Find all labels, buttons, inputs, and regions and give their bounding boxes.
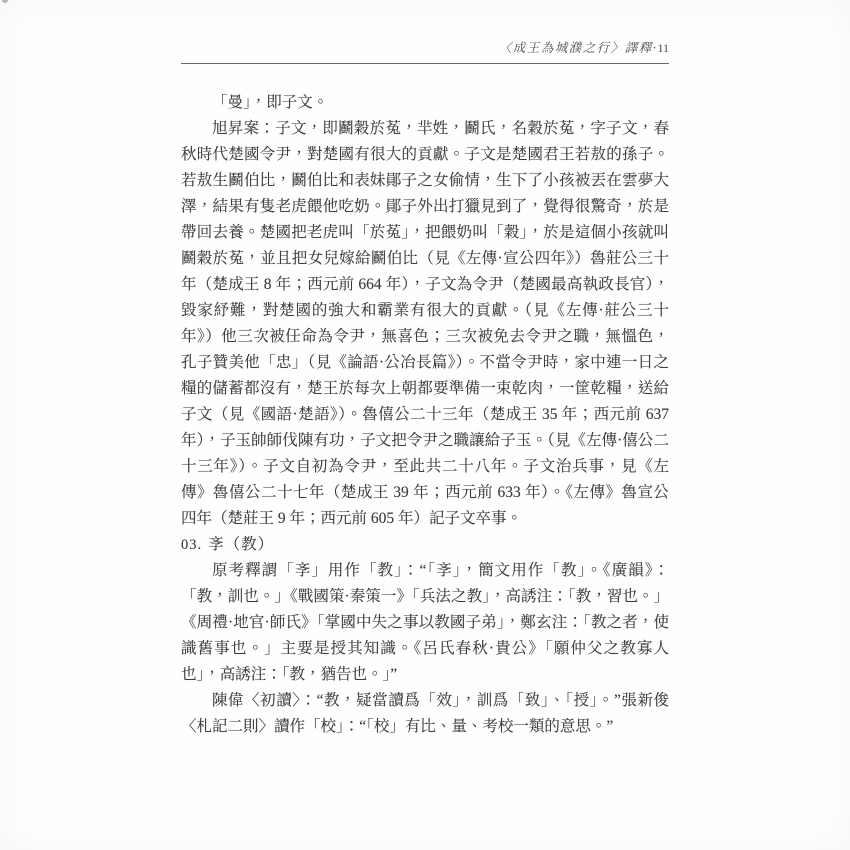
page-number: 11 <box>657 41 669 55</box>
original-commentary-paragraph: 原考釋謂「斈」用作「教」：“「斈」，簡文用作「教」。《廣韻》：「教，訓也。」《戰國策·秦策一》「兵法之教」，高誘注：「教，習也。」《周禮·地官·師氏》「掌國中失之事以教國子弟」，鄭玄注：「教之者，使識舊事也。」主要是授其知識。《呂氏春秋·貴公》「願仲父之教寡人也」，高誘注：「教，猶告也。」” <box>181 562 669 683</box>
xusheng-commentary-paragraph: 旭昇案：子文，即鬬穀於菟，羋姓，鬬氏，名穀於菟，字子文，春秋時代楚國令尹，對楚國有很大的貢獻。子文是楚國君王若敖的孫子。若敖生鬬伯比，鬬伯比和表妹鄖子之女偷情，生下了小孩被丟在雲夢大澤，結果有隻老虎餵他吃奶。鄖子外出打獵見到了，覺得很驚奇，於是帶回去養。楚國把老虎叫「於菟」，把餵奶叫「穀」，於是這個小孩就叫鬬穀於菟，並且把女兒嫁給鬬伯比（見《左傳·宣公四年》）魯莊公三十年（楚成王 8 年；西元前 664 年），子文為令尹（楚國最高執政長官），毀家紓難，對楚國的強大和霸業有很大的貢獻。（見《左傳·莊公三十年》）他三次被任命為令尹，無喜色；三次被免去令尹之職，無慍色，孔子贊美他「忠」（見《論語·公冶長篇》）。不當令尹時，家中連一日之糧的儲蓄都沒有，楚王於每次上朝都要準備一束乾肉，一筐乾糧，送給子文（見《國語·楚語》）。魯僖公二十三年（楚成王 35 年；西元前 637 年），子玉帥師伐陳有功，子文把令尹之職讓給子玉。（見《左傳·僖公二十三年》）。子文自初為令尹，至此共二十八年。子文治兵事，見《左傳》魯僖公二十七年（楚成王 39 年；西元前 633 年）。《左傳》魯宣公四年（楚莊王 9 年；西元前 605 年）記子文卒事。 <box>181 120 669 527</box>
chenwei-reading-paragraph: 陳偉〈初讀〉：“教，疑當讀爲「效」，訓爲「致」、「授」。”張新俊〈札記二則〉讀作「校」：“「校」有比、量、考校一類的意思。” <box>181 692 669 735</box>
scan-artifact <box>2 0 8 3</box>
section-number: 03. <box>181 537 203 553</box>
continuation-gloss-line: 「曼」，即子文。 <box>212 94 329 111</box>
body-text <box>181 90 669 740</box>
section-heading-03 <box>181 532 669 558</box>
running-header <box>181 40 669 64</box>
running-header-title: 〈成王為城濮之行〉譯釋 <box>498 41 653 55</box>
page-content <box>181 0 669 740</box>
section-term: 斈（教） <box>208 536 275 553</box>
running-header-separator: · <box>652 41 658 55</box>
